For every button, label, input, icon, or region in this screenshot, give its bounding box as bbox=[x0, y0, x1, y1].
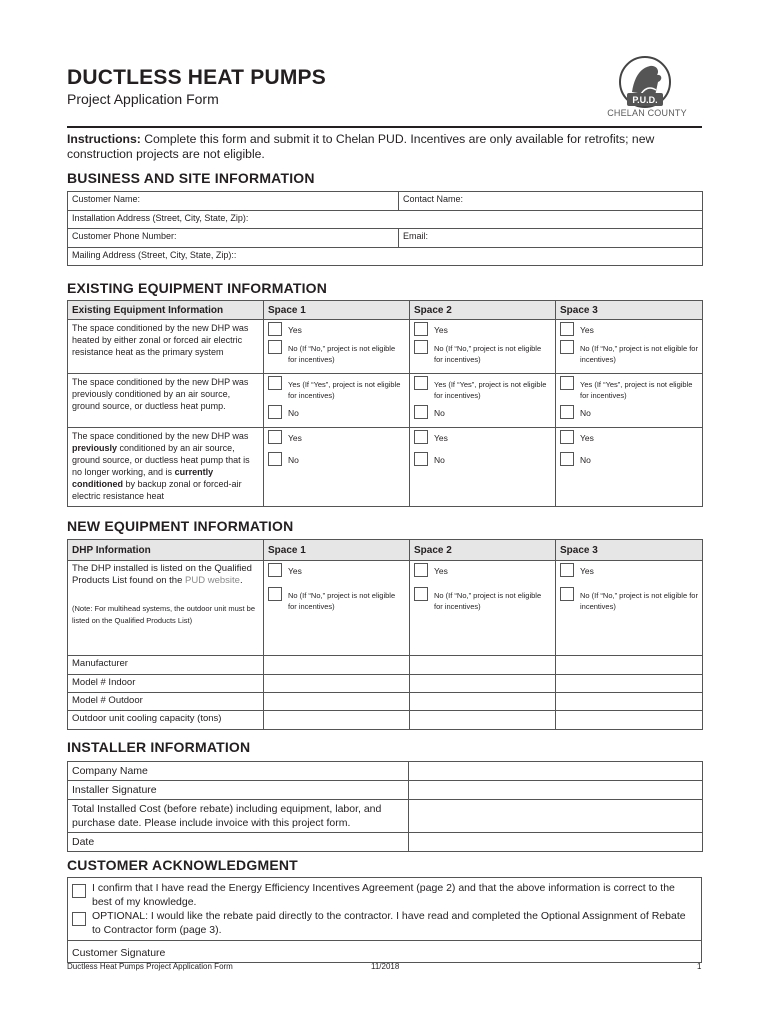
customer-name-field[interactable]: Customer Name: bbox=[68, 192, 399, 211]
manufacturer-space1[interactable] bbox=[264, 656, 410, 675]
checkbox[interactable] bbox=[268, 430, 282, 444]
installation-address-field[interactable]: Installation Address (Street, City, State, Zip): bbox=[68, 211, 703, 229]
new-header-space2: Space 2 bbox=[410, 540, 556, 561]
existing-row3-space1-no[interactable]: No bbox=[268, 452, 405, 466]
header-divider bbox=[67, 126, 702, 128]
checkbox[interactable] bbox=[414, 563, 428, 577]
new-space3-no[interactable]: No (If “No,” project is not eligible for incentives) bbox=[560, 587, 698, 612]
checkbox[interactable] bbox=[414, 340, 428, 354]
installer-date-label: Date bbox=[68, 833, 409, 852]
existing-row2-space2-yes[interactable]: Yes (If “Yes”, project is not eligible for incentives) bbox=[414, 376, 551, 401]
mailing-address-field[interactable]: Mailing Address (Street, City, State, Zip):: bbox=[68, 248, 703, 266]
checkbox[interactable] bbox=[560, 376, 574, 390]
instructions-label: Instructions: bbox=[67, 132, 141, 146]
footer-title: Ductless Heat Pumps Project Application Form bbox=[67, 962, 233, 971]
total-cost-label: Total Installed Cost (before rebate) including equipment, labor, and purchase date. Please include invoice with this project form. bbox=[68, 800, 409, 833]
pud-website-link[interactable]: PUD website bbox=[185, 575, 240, 586]
installer-signature-label: Installer Signature bbox=[68, 781, 409, 800]
checkbox[interactable] bbox=[560, 340, 574, 354]
new-space3-yes[interactable]: Yes bbox=[560, 563, 698, 577]
existing-row2-space1-yes[interactable]: Yes (If “Yes”, project is not eligible for incentives) bbox=[268, 376, 405, 401]
model-outdoor-label: Model # Outdoor bbox=[68, 693, 264, 711]
manufacturer-space3[interactable] bbox=[556, 656, 703, 675]
checkbox[interactable] bbox=[268, 376, 282, 390]
existing-row2-space1-no[interactable]: No bbox=[268, 405, 405, 419]
new-space2-no[interactable]: No (If “No,” project is not eligible for incentives) bbox=[414, 587, 551, 612]
checkbox[interactable] bbox=[72, 912, 86, 926]
new-equipment-table bbox=[67, 539, 703, 730]
existing-row1-space1-no[interactable]: No (If “No,” project is not eligible for incentives) bbox=[268, 340, 405, 365]
checkbox[interactable] bbox=[560, 405, 574, 419]
existing-row3-space2-no[interactable]: No bbox=[414, 452, 551, 466]
instructions-text: Complete this form and submit it to Chelan PUD. Incentives are only available for retrofits; new construction projects are not eligible. bbox=[67, 132, 655, 161]
checkbox[interactable] bbox=[560, 322, 574, 336]
new-header-info: DHP Information bbox=[68, 540, 264, 561]
checkbox[interactable] bbox=[414, 322, 428, 336]
existing-row2-space3-no[interactable]: No bbox=[560, 405, 698, 419]
model-indoor-space1[interactable] bbox=[264, 675, 410, 693]
existing-row3-space3-yes[interactable]: Yes bbox=[560, 430, 698, 444]
manufacturer-label: Manufacturer bbox=[68, 656, 264, 675]
checkbox[interactable] bbox=[268, 340, 282, 354]
existing-section-title: EXISTING EQUIPMENT INFORMATION bbox=[67, 280, 328, 296]
existing-row3-space1-yes[interactable]: Yes bbox=[268, 430, 405, 444]
existing-row3-label: The space conditioned by the new DHP was previously conditioned by an air source, ground source, or ductless heat pump that is no longer working, and is currently conditioned by backup zonal or forced-air electric resistance heat bbox=[68, 428, 264, 507]
existing-row2-space3-yes[interactable]: Yes (If “Yes”, project is not eligible for incentives) bbox=[560, 376, 698, 401]
footer-date: 11/2018 bbox=[371, 962, 400, 971]
business-section-title: BUSINESS AND SITE INFORMATION bbox=[67, 170, 315, 186]
existing-row1-space2-yes[interactable]: Yes bbox=[414, 322, 551, 336]
existing-header-space2: Space 2 bbox=[410, 301, 556, 320]
existing-header-info: Existing Equipment Information bbox=[68, 301, 264, 320]
checkbox[interactable] bbox=[560, 452, 574, 466]
new-space2-yes[interactable]: Yes bbox=[414, 563, 551, 577]
existing-row1-space3-yes[interactable]: Yes bbox=[560, 322, 698, 336]
logo-county-text: CHELAN COUNTY bbox=[607, 108, 687, 118]
checkbox[interactable] bbox=[560, 430, 574, 444]
new-header-space1: Space 1 bbox=[264, 540, 410, 561]
qpl-note: (Note: For multihead systems, the outdoor unit must be listed on the Qualified Products List) bbox=[72, 604, 255, 625]
existing-row1-space3-no[interactable]: No (If “No,” project is not eligible for incentives) bbox=[560, 340, 698, 365]
new-space1-yes[interactable]: Yes bbox=[268, 563, 405, 577]
model-outdoor-space2[interactable] bbox=[410, 693, 556, 711]
existing-row1-label: The space conditioned by the new DHP was heated by either zonal or forced air electric resistance heat as the primary system bbox=[68, 320, 264, 374]
instructions bbox=[67, 132, 707, 162]
logo-pud-text: P.U.D. bbox=[632, 95, 658, 105]
existing-row2-space2-no[interactable]: No bbox=[414, 405, 551, 419]
new-header-space3: Space 3 bbox=[556, 540, 703, 561]
model-indoor-label: Model # Indoor bbox=[68, 675, 264, 693]
checkbox[interactable] bbox=[414, 430, 428, 444]
company-name-field[interactable] bbox=[409, 762, 703, 781]
model-outdoor-space3[interactable] bbox=[556, 693, 703, 711]
existing-row1-space2-no[interactable]: No (If “No,” project is not eligible for incentives) bbox=[414, 340, 551, 365]
checkbox[interactable] bbox=[268, 405, 282, 419]
capacity-space3[interactable] bbox=[556, 711, 703, 730]
model-outdoor-space1[interactable] bbox=[264, 693, 410, 711]
capacity-space1[interactable] bbox=[264, 711, 410, 730]
capacity-label: Outdoor unit cooling capacity (tons) bbox=[68, 711, 264, 730]
business-table bbox=[67, 191, 703, 266]
existing-header-space1: Space 1 bbox=[264, 301, 410, 320]
checkbox[interactable] bbox=[560, 563, 574, 577]
checkbox[interactable] bbox=[414, 587, 428, 601]
new-equipment-section-title: NEW EQUIPMENT INFORMATION bbox=[67, 518, 294, 534]
installer-date-field[interactable] bbox=[409, 833, 703, 852]
footer-page-number: 1 bbox=[697, 962, 702, 971]
installer-signature-field[interactable] bbox=[409, 781, 703, 800]
installer-table bbox=[67, 761, 703, 852]
qpl-label: The DHP installed is listed on the Qualified Products List found on the PUD website. (Note: For multihead systems, the outdoor unit must be listed on the Qualified Products List) bbox=[68, 561, 264, 656]
existing-row3-space2-yes[interactable]: Yes bbox=[414, 430, 551, 444]
existing-row3-space3-no[interactable]: No bbox=[560, 452, 698, 466]
contact-name-field[interactable]: Contact Name: bbox=[399, 192, 703, 211]
checkbox[interactable] bbox=[268, 452, 282, 466]
checkbox[interactable] bbox=[268, 563, 282, 577]
model-indoor-space2[interactable] bbox=[410, 675, 556, 693]
checkbox[interactable] bbox=[560, 587, 574, 601]
ack-optional-option[interactable]: OPTIONAL: I would like the rebate paid directly to the contractor. I have read and completed the Optional Assignment of Rebate to Contractor form (page 3). bbox=[72, 909, 697, 937]
existing-row1-space1-yes[interactable]: Yes bbox=[268, 322, 405, 336]
checkbox[interactable] bbox=[72, 884, 86, 898]
checkbox[interactable] bbox=[414, 376, 428, 390]
checkbox[interactable] bbox=[414, 405, 428, 419]
existing-equipment-table bbox=[67, 300, 703, 507]
form-title: DUCTLESS HEAT PUMPS bbox=[67, 66, 326, 89]
checkbox[interactable] bbox=[268, 587, 282, 601]
ack-section-title: CUSTOMER ACKNOWLEDGMENT bbox=[67, 857, 298, 873]
existing-row2-label: The space conditioned by the new DHP was previously conditioned by an air source, ground source, or ductless heat pump. bbox=[68, 374, 264, 428]
ack-table bbox=[67, 877, 702, 963]
customer-signature-field[interactable] bbox=[68, 941, 702, 963]
new-space1-no[interactable]: No (If “No,” project is not eligible for incentives) bbox=[268, 587, 405, 612]
manufacturer-space2[interactable] bbox=[410, 656, 556, 675]
total-cost-field[interactable] bbox=[409, 800, 703, 833]
company-name-label: Company Name bbox=[68, 762, 409, 781]
customer-phone-field[interactable]: Customer Phone Number: bbox=[68, 229, 399, 248]
customer-signature-label: Customer Signature bbox=[72, 947, 166, 959]
capacity-space2[interactable] bbox=[410, 711, 556, 730]
installer-section-title: INSTALLER INFORMATION bbox=[67, 739, 251, 755]
model-indoor-space3[interactable] bbox=[556, 675, 703, 693]
email-field[interactable]: Email: bbox=[399, 229, 703, 248]
checkbox[interactable] bbox=[414, 452, 428, 466]
ack-confirm-option[interactable]: I confirm that I have read the Energy Efficiency Incentives Agreement (page 2) and that the above information is correct to the best of my knowledge. bbox=[72, 881, 697, 909]
existing-header-space3: Space 3 bbox=[556, 301, 703, 320]
form-subtitle: Project Application Form bbox=[67, 91, 219, 107]
checkbox[interactable] bbox=[268, 322, 282, 336]
